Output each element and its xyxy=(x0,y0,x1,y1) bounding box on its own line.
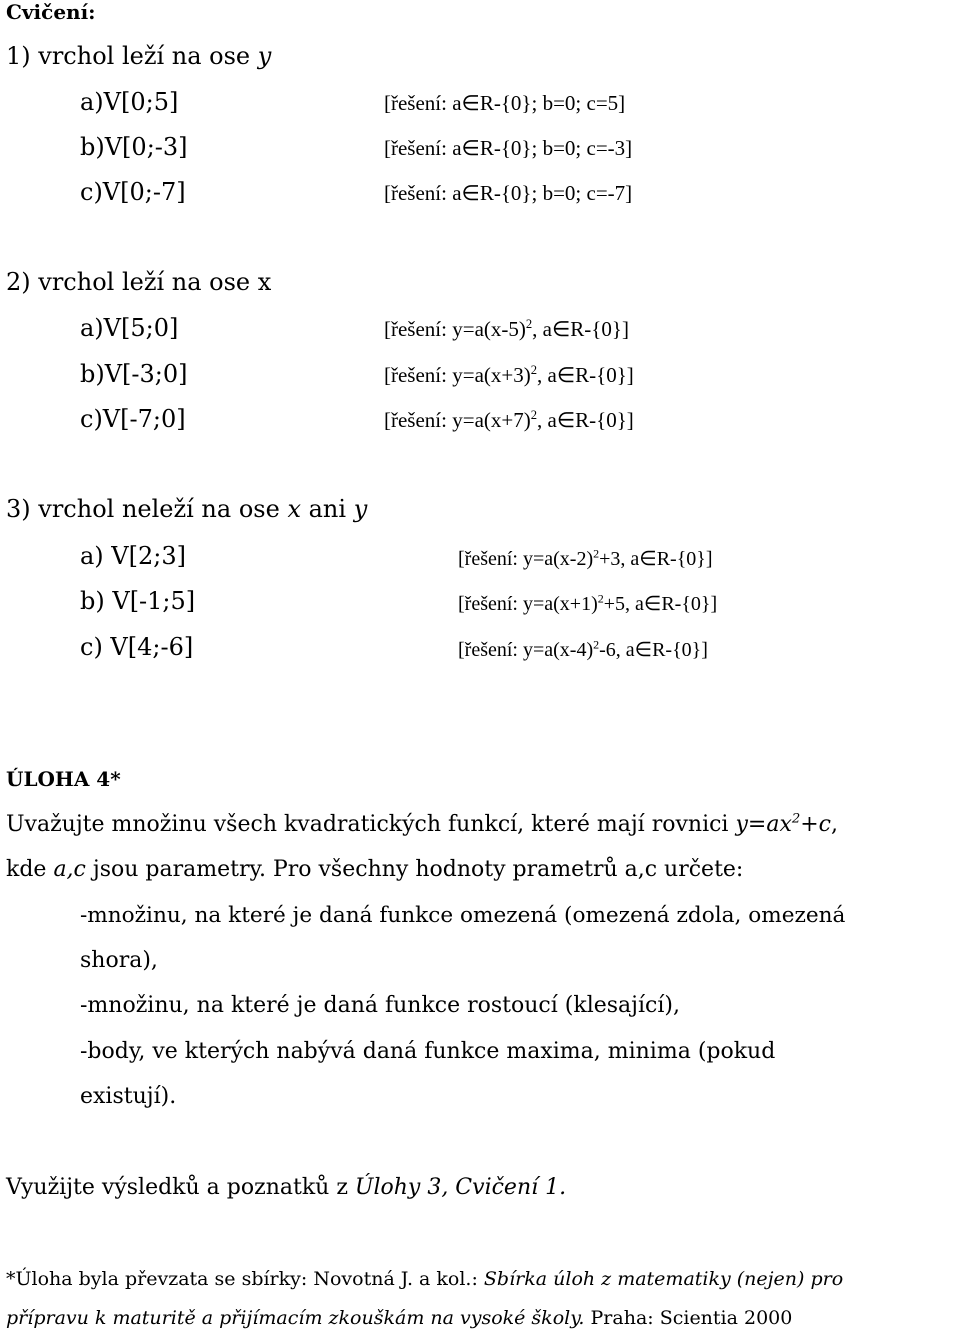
exercise-2c-solution: [řešení: $y=a(x+7)^2$, a∈R-{0}] xyxy=(384,408,634,432)
task-4-bullet-3: -body, ve kterých nabývá daná funkce maxima, minima (pokud xyxy=(80,1039,776,1064)
section-heading: Cvičení: xyxy=(6,0,96,24)
exercise-1b-label: b)V[0;-3] xyxy=(80,133,188,161)
exercise-1b-solution: [řešení: a∈R-{0}; b=0; c=-3] xyxy=(384,136,633,160)
footnote-line-2: přípravu k maturitě a přijímacím zkouškám na vysoké školy. Praha: Scientia 2000 xyxy=(6,1307,793,1329)
task-4-bullet-2: -množinu, na které je daná funkce rostoucí (klesající), xyxy=(80,993,680,1018)
exercise-3-title: 3) vrchol neleží na ose x ani y xyxy=(6,495,368,523)
exercise-2a-label: a)V[5;0] xyxy=(80,314,179,342)
exercise-3c-solution: [řešení: $y=a(x-4)^2-6$, a∈R-{0}] xyxy=(458,637,708,661)
task-4-line-2: kde a,c jsou parametry. Pro všechny hodnoty prametrů a,c určete: xyxy=(6,857,744,882)
exercise-1a-label: a)V[0;5] xyxy=(80,88,179,116)
task-4-bullet-1: -množinu, na které je daná funkce omezená (omezená zdola, omezená xyxy=(80,903,846,928)
task-4-bullet-3-cont: existují). xyxy=(80,1084,177,1109)
exercise-2-title: 2) vrchol leží na ose x xyxy=(6,268,272,296)
exercise-2c-label: c)V[-7;0] xyxy=(80,405,186,433)
task-4-bullet-1-cont: shora), xyxy=(80,948,158,973)
exercise-2b-solution: [řešení: $y=a(x+3)^2$, a∈R-{0}] xyxy=(384,363,634,387)
exercise-1a-solution: [řešení: a∈R-{0}; b=0; c=5] xyxy=(384,91,626,115)
exercise-1-title: 1) vrchol leží na ose y xyxy=(6,42,272,70)
exercise-2a-solution: [řešení: $y=a(x-5)^2$, a∈R-{0}] xyxy=(384,317,629,341)
exercise-2b-label: b)V[-3;0] xyxy=(80,360,188,388)
exercise-3a-label: a) V[2;3] xyxy=(80,542,186,570)
exercise-3b-solution: [řešení: $y=a(x+1)^2+5$, a∈R-{0}] xyxy=(458,591,718,615)
footnote-line-1: *Úloha byla převzata se sbírky: Novotná J. a kol.: Sbírka úloh z matematiky (nejen) pro xyxy=(6,1268,844,1290)
exercise-3c-label: c) V[4;-6] xyxy=(80,633,194,661)
exercise-1c-label: c)V[0;-7] xyxy=(80,178,186,206)
task-4-line-1: Uvažujte množinu všech kvadratických funkcí, které mají rovnici $y=ax^2+c$, xyxy=(6,811,839,837)
task-4-hint: Využijte výsledků a poznatků z Úlohy 3, Cvičení 1. xyxy=(6,1175,567,1200)
task-4-title: ÚLOHA 4* xyxy=(6,767,121,791)
exercise-1c-solution: [řešení: a∈R-{0}; b=0; c=-7] xyxy=(384,181,633,205)
exercise-3b-label: b) V[-1;5] xyxy=(80,587,196,615)
exercise-3a-solution: [řešení: $y=a(x-2)^2+3$, a∈R-{0}] xyxy=(458,546,713,570)
